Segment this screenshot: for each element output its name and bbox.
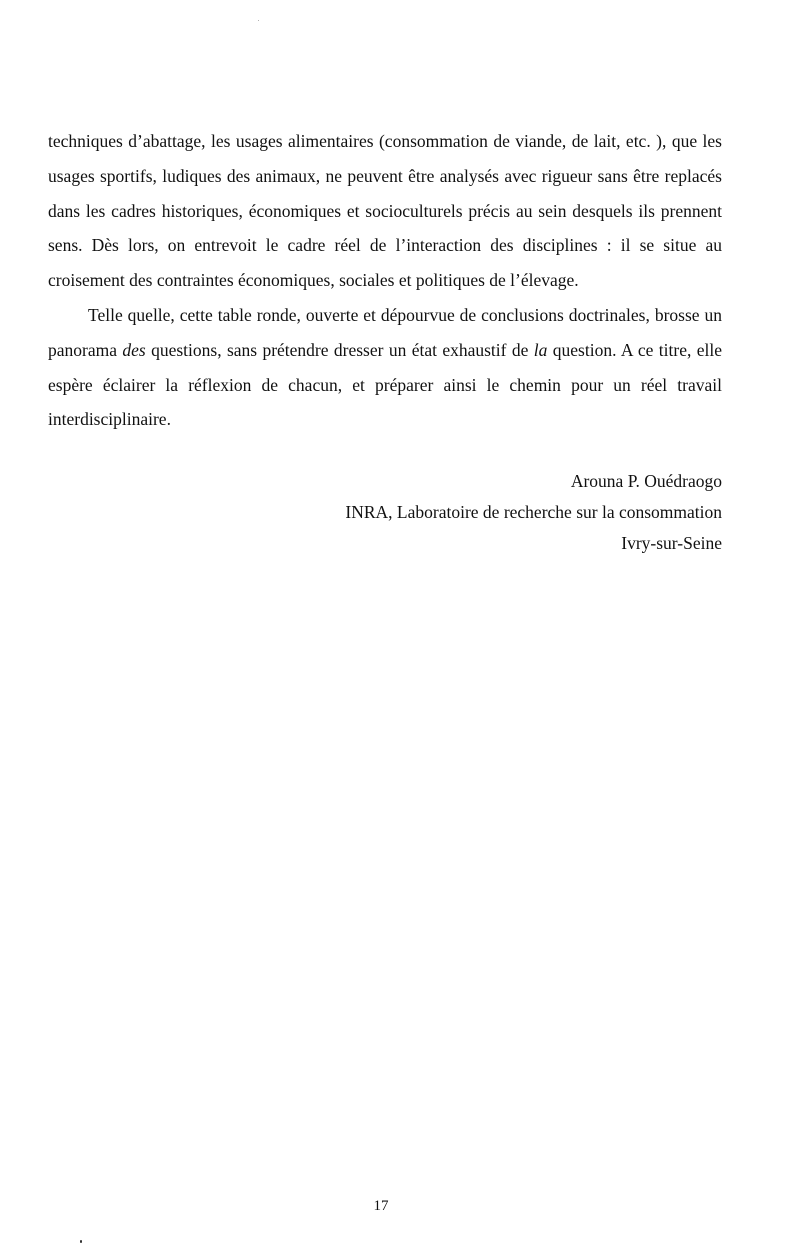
scan-speck bbox=[80, 1240, 82, 1243]
paragraph-text-segment: Telle quelle, cette table ronde, ouverte et dépourvue de conclusions doctrinales, brosse un panorama bbox=[48, 304, 722, 360]
scan-speck bbox=[258, 20, 259, 21]
paragraph-conclusion bbox=[48, 298, 722, 437]
body-text bbox=[48, 124, 722, 437]
signature-block bbox=[345, 466, 722, 559]
paragraph-text-segment: question. A ce titre, elle espère éclairer la réflexion de chacun, et préparer ainsi le chemin pour un réel travail interdisciplinaire. bbox=[48, 339, 722, 430]
page-number: 17 bbox=[373, 1198, 389, 1214]
paragraph-continuation: techniques d’abattage, les usages alimentaires (consommation de viande, de lait, etc. ), que les usages sportifs, ludiques des animaux, ne peuvent être analysés avec rigueur sans être replacés dans les cadres historiques, économiques et socioculturels précis au sein desquels ils prennent sens. Dès lors, on entrevoit le cadre réel de l’interaction des disciplines : il se situe au croisement des contraintes économiques, sociales et politiques de l’élevage. bbox=[48, 131, 722, 291]
paragraph-text-segment: questions, sans prétendre dresser un état exhaustif de bbox=[145, 339, 534, 360]
italic-emphasis: la bbox=[533, 339, 548, 360]
author-location: Ivry-sur-Seine bbox=[621, 533, 722, 553]
author-institution: INRA, Laboratoire de recherche sur la consommation bbox=[345, 502, 722, 522]
author-name: Arouna P. Ouédraogo bbox=[570, 471, 722, 491]
italic-emphasis: des bbox=[122, 339, 146, 360]
